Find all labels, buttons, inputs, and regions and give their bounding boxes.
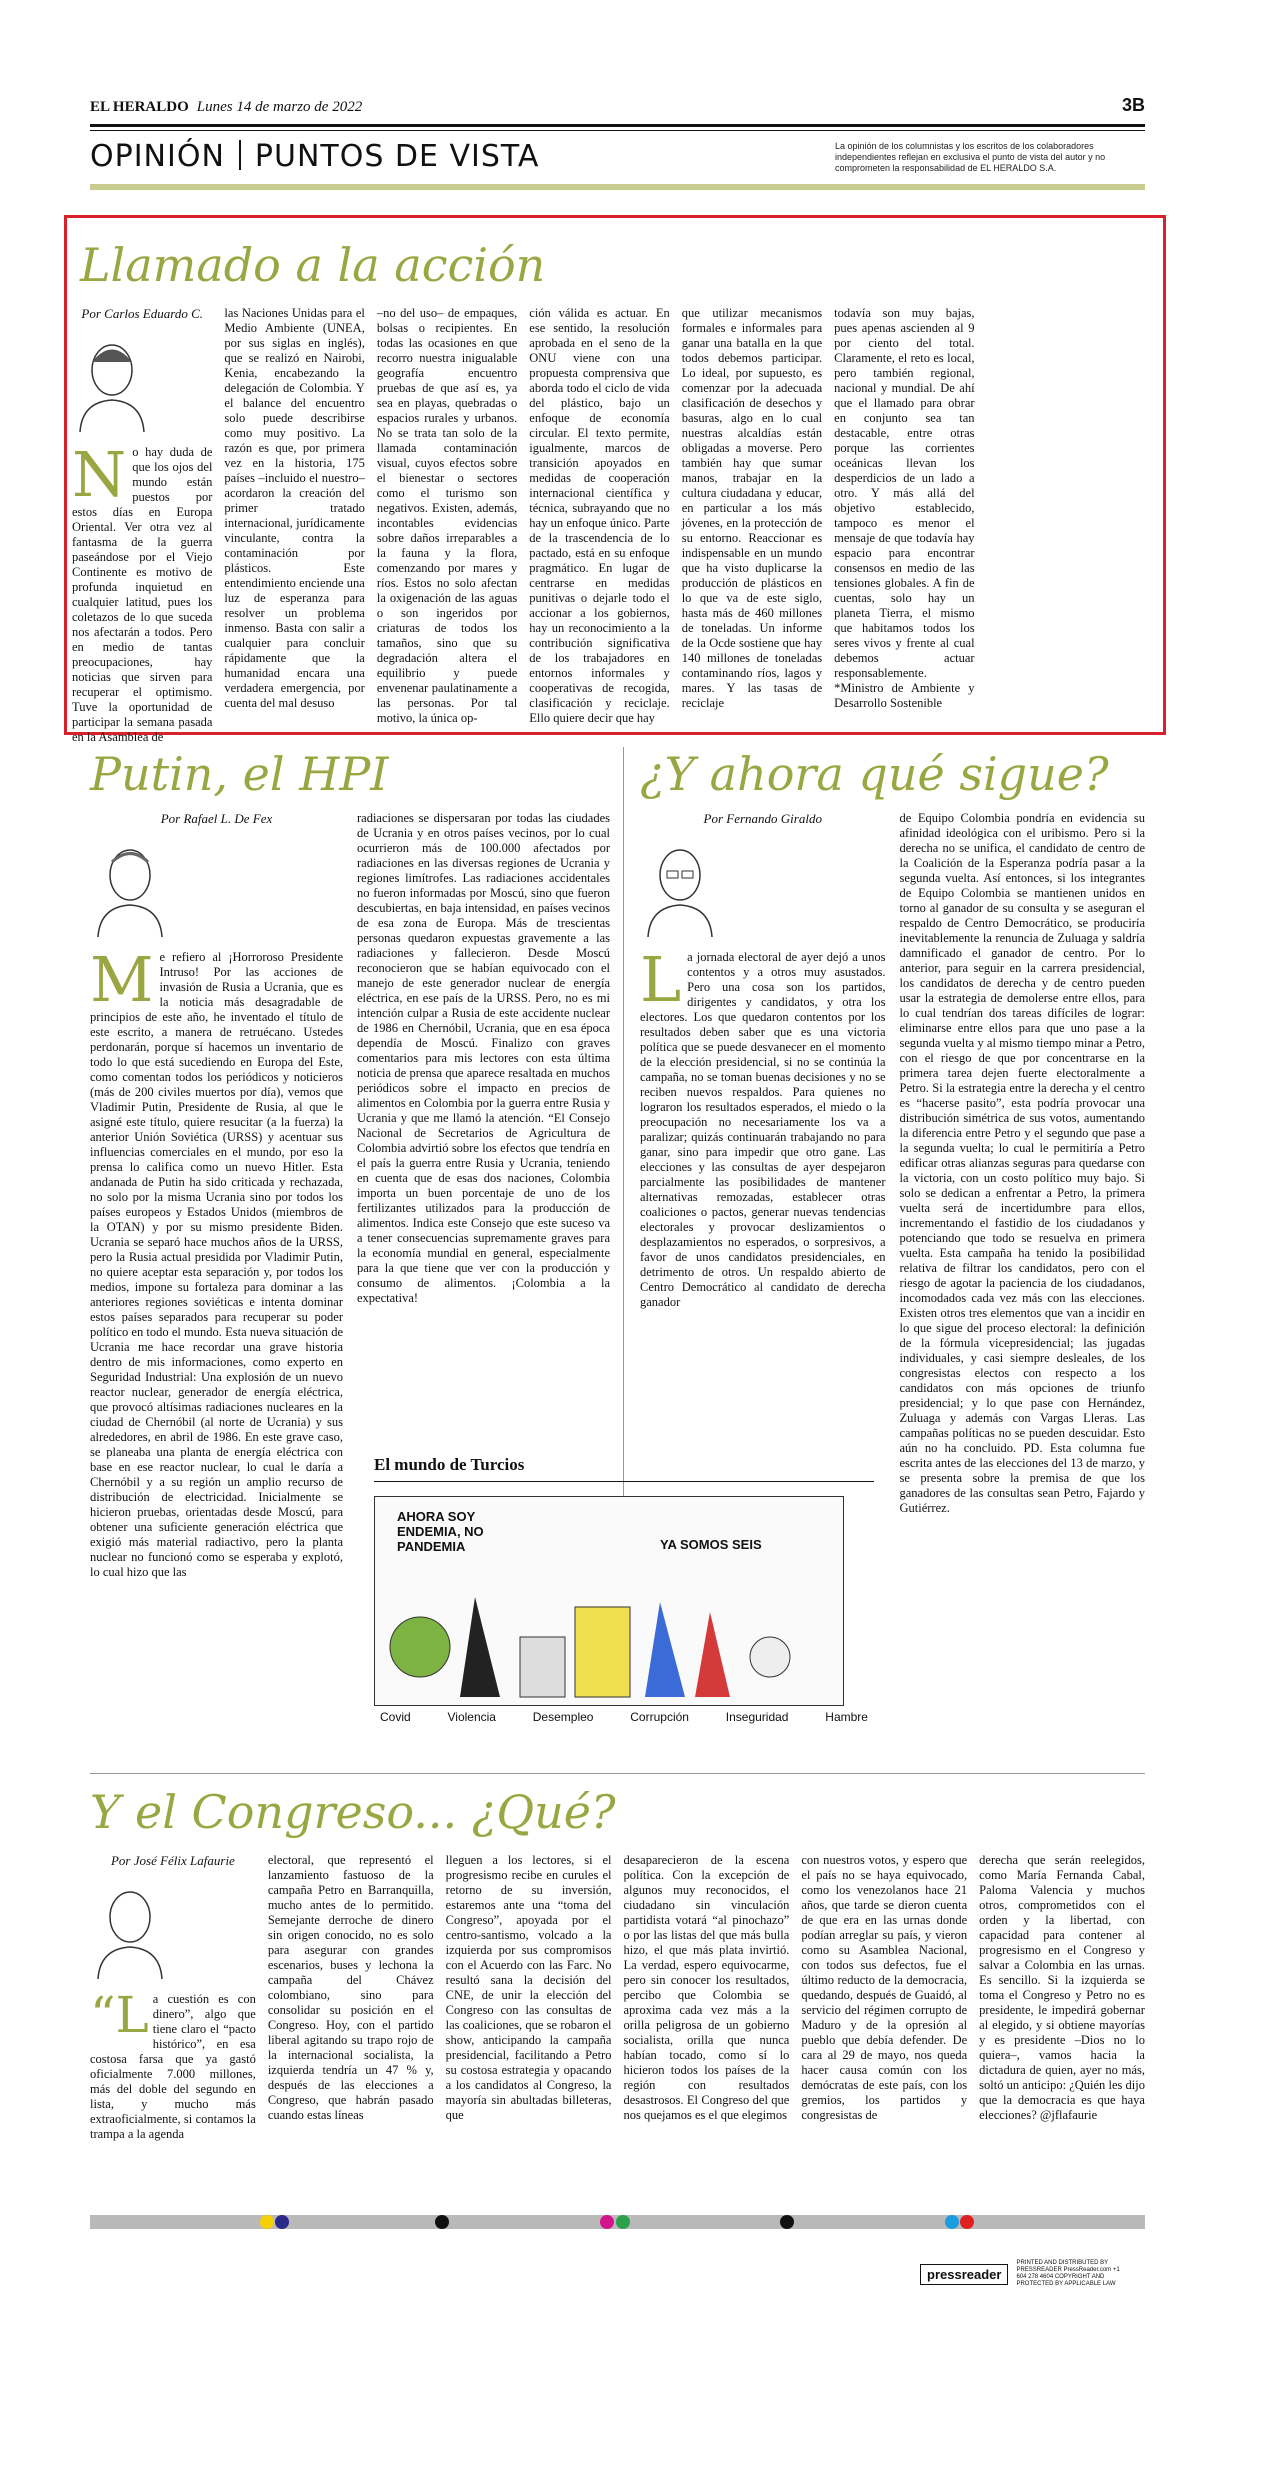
cartoon-drawing	[374, 1496, 844, 1706]
drop-cap: L	[640, 943, 682, 1016]
registration-dot	[260, 2215, 274, 2229]
article-congreso	[90, 1785, 1145, 2213]
article-column: todavía son muy bajas, pues apenas ascienden al 9 por ciento del total. Claramente, el reto es local, pero también regional, nacional y mundial. De ahí que el llamado para obrar en conjunto sea tan destacable, entre otras porque las corrientes oceánicas llevan los desperdicios de un lado a otro. Y más allá del objetivo establecido, tampoco es menor el mensaje de que todavía hay espacio para encontrar consensos en medio de las tensiones globales. A fin de cuentas, solo hay un planeta Tierra, el mismo que habitamos todos los seres vivos y frente al cual debemos actuar responsablemente. *Ministro de Ambiente y Desarrollo Sostenible	[834, 306, 975, 710]
author-portrait	[72, 332, 152, 432]
cartoon-label: Corrupción	[630, 1710, 689, 1724]
article-title: Llamado a la acción	[80, 238, 546, 292]
registration-dot	[275, 2215, 289, 2229]
cartoon-title: El mundo de Turcios	[374, 1455, 874, 1482]
cartoon-label: Inseguridad	[725, 1710, 789, 1724]
cartoon-label: Violencia	[447, 1710, 496, 1724]
author-portrait	[640, 837, 720, 937]
section-bar	[90, 130, 1145, 182]
section-divider	[239, 140, 241, 170]
registration-dot	[435, 2215, 449, 2229]
section-title	[90, 139, 539, 174]
section-accent-rule	[90, 184, 1145, 190]
cartoon	[374, 1455, 874, 1740]
highlight-box	[64, 215, 1166, 744]
section-left: OPINIÓN	[90, 139, 225, 174]
registration-dot	[945, 2215, 959, 2229]
article-text: a cuestión es con dinero”, algo que tiene claro el “pacto histórico”, en esa costosa farsa que ya gastó oficialmente 7.000 millones, más del doble del segundo en lista, y mucho más extraoficialmente, si contamos la trampa a la agenda	[90, 1992, 256, 2141]
article-title: Y el Congreso... ¿Qué?	[90, 1785, 616, 1839]
author-column	[72, 306, 213, 744]
article-column: radiaciones se dispersaran por todas las ciudades de Ucrania y en otros países vecinos, por lo cual ocurrieron más de 100.000 afectados por radiaciones en las diversas regiones de Ucrania y regiones limítrofes. Las radiaciones accidentales no fueron informadas por Moscú, sino que fueron descubiertas, en baja intensidad, en países vecinos de esa zona de Europa. Más de trescientas personas quedaron expuestas gravemente a las radiaciones y fallecieron. Desde Moscú reconocieron que se habían equivocado con el manejo de este generador nuclear de energía eléctrica, en ese país de la URSS. Pero, no es mi intención culpar a Rusia de este accidente nuclear de 1986 en Chernóbil, Ucrania, que en esa época dependía de Moscú. Finalizo con graves comentarios para mis lectores con esta última noticia de prensa que aparece resaltada en muchos periódicos sobre el impacto en precios de alimentos en Colombia por la guerra entre Rusia y Ucrania y que me llamó la atención. “El Consejo Nacional de Secretarios de Agricultura de Colombia advirtió sobre los efectos que tendría en el país la guerra entre Rusia y Ucrania, teniendo en cuenta que de esas dos naciones, Colombia importa un buen porcentaje de uno de los fertilizantes utilizados para la producción de alimentos. Indica este Consejo que este suceso va a tener consecuencias supremamente graves para la economía mundial en general, especialmente para la que tiene que ver con la producción y consumo de alimentos. ¡Colombia a la expectativa!	[357, 811, 610, 1305]
article-column: desaparecieron de la escena política. Con la excepción de algunos muy reconocidos, el ciudadano sin vinculación partidista votará “al pinochazo” o por las listas del que más bulla hizo, el que más plata invirtió. La verdad, espero equivocarme, pero sin conocer los resultados, percibo que Colombia se aproxima cada vez más a la orilla peligrosa de un gobierno socialista, orilla que nunca habían tocado, como sí lo hicieron todos los países de la región con resultados desastrosos. El Congreso del que nos quejamos es el que elegimos	[623, 1853, 790, 2122]
masthead	[90, 95, 1145, 127]
cartoon-label: Covid	[380, 1710, 411, 1724]
article-title: Putin, el HPI	[90, 747, 389, 801]
article-column: las Naciones Unidas para el Medio Ambiente (UNEA, por sus siglas en inglés), que se realizó en Nairobi, Kenia, encabezando la delegación de Colombia. Y el balance del encuentro solo puede describirse como muy positivo. La razón es que, por primera vez en la historia, 175 países –incluido el nuestro– acordaron la creación del primer tratado internacional, jurídicamente vinculante, contra la contaminación por plásticos. Este entendimiento enciende una luz de esperanza para resolver un problema inmenso. Basta con salir a cualquier para concluir rápidamente que la humanidad encara una verdadera emergencia, por cuenta del mal desuso	[224, 306, 365, 710]
article-title: ¿Y ahora qué sigue?	[640, 747, 1109, 801]
pressreader-fineprint: PRINTED AND DISTRIBUTED BY PRESSREADER PressReader.com +1 604 278 4604 COPYRIGHT AND PROTECTED BY APPLICABLE LAW	[1016, 2260, 1120, 2287]
article-column: con nuestros votos, y espero que el país no se haya equivocado, como los venezolanos hace 21 años, que tarde se dieron cuenta de que era en las urnas donde podían arreglar su país, y vieron como su Asamblea Nacional, con todos sus defectos, fue el último reducto de la democracia, quedando, después de Guaidó, al servicio del régimen corrupto de Maduro y de la opresión al pueblo que debía defender. De cara al 29 de mayo, nos queda hacer causa común con los demócratas de este país, con los gremios, los partidos y congresistas de	[801, 1853, 968, 2122]
article-text: e refiero al ¡Horroroso Presidente Intruso! Por las acciones de invasión de Rusia a Ucrania, que es la noticia más desagradable de principios de este año, he inventado el título de este escrito, a manera de retruécano. Ustedes perdonarán, porque sí hacemos un inventario de todo lo que está sucediendo en Europa del Este, como comentan todos los periódicos y noticieros (más de 200 civiles muertos por día), vemos que Vladimir Putin, Presidente de Rusia, al que le asigné este título, quiere resucitar (a la fuerza) la anterior Unión Soviética (URSS) y acentuar sus influencias comerciales en el mundo, por eso la prensa lo califica como un nuevo Hitler. Esta andanada de Putin ha sido criticada y rechazada, no solo por la misma Ucrania sino por todos los países europeos y Estados Unidos (miembros de la OTAN) y por su mismo presidente Biden. Ucrania se separó hace muchos años de la URSS, pero la Rusia actual presidida por Vladimir Putin, no quiere aceptar esta separación y, por todos los medios, impone su fortaleza para dominar a las anteriores regiones soviéticas e intenta dominar estos países separados para recuperar su poder político en todo el mundo. Esta nueva situación de Ucrania me hace recordar una grave historia dentro de mis informaciones, como experto en Seguridad Industrial: Una explosión de un nuevo reactor nuclear, generador de energía eléctrica, que provocó altísimas radiaciones nucleares en la ciudad de Chernóbil (al norte de Ucrania) y sus alrededores, en abril de 1986. En este grave caso, se planeaba una planta de energía eléctrica con base en ese reactor nuclear, lo cual le daría a Chernóbil y a su región un amplio recurso de distribución de electricidad. Inicialmente se hicieron pruebas, orientadas desde Moscú, para obtener una suficiente generación eléctrica que exigió más material radiactivo, pero la planta nuclear no funcionó como se esperaba y explotó, lo cual hizo que las	[90, 950, 343, 1579]
article-column: –no del uso– de empaques, bolsas o recipientes. En todas las ocasiones en que recorro nuestra inigualable geografía encuentro pruebas de que así es, ya sea en playas, quebradas o espacios rurales y urbanos. No se trata tan solo de la llamada contaminación visual, cuyos efectos sobre el bienestar o sectores como el turismo son negativos. Existen, además, incontables evidencias sobre daños irreparables a la fauna y la flora, comenzando por mares y ríos. Estos no solo afectan la oxigenación de las aguas o son ingeridos por criaturas de todos los tamaños, sino que su degradación altera el equilibrio y puede envenenar paulatinamente a las personas. Por tal motivo, la única op-	[376, 306, 518, 725]
page-number: 3B	[1121, 95, 1145, 115]
pressreader-footer	[920, 2260, 1126, 2288]
article-column: de Equipo Colombia pondría en evidencia su afinidad ideológica con el uribismo. Pero si la derecha no se unifica, el candidato de centro de la Coalición de la Esperanza podría pasar a la segunda vuelta. Así entonces, si los integrantes de Equipo Colombia se mantienen unidos en torno al ganador de su consulta y se aseguran el respaldo de Centro Democrático, se produciría inevitablemente la renuncia de Zuluaga y saldría damnificado el ganador de centro. Por lo anterior, para seguir en la carrera presidencial, los candidatos de derecha y de centro pueden usar la estrategia de demolerse entre ellos, para lo cual tendrían dos tareas difíciles de lograr: eliminarse entre ellos para que uno pase a la segunda vuelta y al mismo tiempo minar a Petro, con el riesgo de que por concentrarse en la primera tarea dejen fuerte electoralmente a Petro. Si la estrategia entre la derecha y el centro es “hacerse pasito”, esta podría provocar una distribución simétrica de sus votos, aumentando la diferencia entre Petro y el segundo que pase a la segunda vuelta; lo cual le permitiría a Petro edificar otras alianzas seguras para quedarse con la victoria, con un costo político muy bajo. Si solo se dedican a enfrentar a Petro, la primera vuelta será de incertidumbre para ellos, incrementando el fastidio de los ciudadanos y potenciando que todo se resuelva en primera vuelta. Esta campaña ha tenido la posibilidad relativa de filtrar los candidatos, pero con el riesgo de agotar la paciencia de los ciudadanos, incomodados cada vez más con las elecciones. Existen otros tres elementos que van a incidir en lo que sigue del proceso electoral: la definición de la fórmula vicepresidencial; las jugadas individuales, y casi siempre desleales, de los congresistas electos con respecto a los candidatos con más opciones de triunfo presidencial; y lo que pase con Hernández, Zuluaga y además con Vargas Lleras. Las campañas políticas no se pueden descuidar. Esto aún no ha concluido. PD. Esta columna fue escrita antes de las elecciones del 13 de marzo, y se presenta sobre la premisa de que los ganadores de las consultas sean Petro, Fajardo y Gutiérrez.	[899, 811, 1145, 1515]
cartoon-label: Hambre	[825, 1710, 868, 1724]
quote-mark: “L	[90, 1986, 149, 2044]
section-disclaimer: La opinión de los columnistas y los escritos de los colaboradores independientes reflejan en exclusiva el punto de vista del autor y no comprometen la responsabilidad de EL HERALDO S.A.	[835, 141, 1106, 173]
pressreader-logo: pressreader	[920, 2264, 1008, 2285]
section-right: PUNTOS DE VISTA	[254, 139, 540, 174]
author-portrait	[90, 837, 170, 937]
newspaper-page	[72, 95, 1145, 2287]
byline: Por Fernando Giraldo	[703, 811, 822, 826]
registration-dot	[780, 2215, 794, 2229]
article-column: lleguen a los lectores, si el progresismo recibe en curules el retorno de su inversión, estaremos ante una “toma del Congreso”, apoyada por el centro-santismo, volcado a la izquierda por sus compromisos con el Acuerdo con las Farc. No resultó sana la decisión del CNE, de unir la elección del Congreso con las consultas de las coaliciones, que se robaron el show, anticipando la campaña presidencial, facilitando a Petro su costosa estrategia y opacando a los candidatos al Congreso, la mayoría sin abultadas billeteras, que	[445, 1853, 612, 2122]
issue-date: Lunes 14 de marzo de 2022	[196, 99, 363, 115]
speech-bubble: YA SOMOS SEIS	[660, 1537, 762, 1552]
article-column: ción válida es actuar. En ese sentido, la resolución aprobada en el seno de la ONU viene con una propuesta comprensiva que aborda todo el ciclo de vida del plástico, bajo un enfoque de economía circular. El texto permite, igualmente, marcos de transición apoyados en medidas de cooperación internacional científica y técnica, subrayando que no hay un enfoque único. Parte de la trascendencia de lo pactado, está en su enfoque pragmático. En lugar de centrarse en medidas punitivas o dejarle todo el accionar a los gobiernos, hay un reconocimiento a la contribución significativa de los trabajadores en entornos informales y cooperativas de recogida, clasificación y reciclaje. Ello quiere decir que hay	[529, 306, 670, 725]
article-text: o hay duda de que los ojos del mundo están puestos por estos días en Europa Oriental. Ver otra vez al fantasma de la guerra paseándose por el Viejo Continente es motivo de profunda inquietud en cualquier latitud, pues los coletazos de lo que suceda nos afectarán a todos. Pero en medio de tantas preocupaciones, hay noticias que sirven para recuperar el optimismo. Tuve la oportunidad de participar la semana pasada en la Asamblea de	[72, 445, 213, 744]
byline: Por José Félix Lafaurie	[110, 1853, 235, 1868]
article-text: a jornada electoral de ayer dejó a unos contentos y a otros muy asustados. Pero una cosa son los partidos, dirigentes y candidatos, y otra los electores. Los que quedaron contentos por los resultados deben saber que es una victoria política que se puede desvanecer en el momento de la elección presidencial, si no se continúa la campaña, no se toman buenas decisiones y no se reciben nuevos respaldos. Para quienes no lograron los resultados esperados, el miedo o la preocupación no necesariamente los va a paralizar; quizás continuarán trabajando no para ganar, sino para impedir que otro gane. Las elecciones y las consultas de ayer despejaron parcialmente las posibilidades de mantener alternativas remozadas, establecer otras coaliciones o pactos, generar nuevas tendencias electorales y provocar deslizamientos o desplazamientos no esperados, o sorpresivos, a favor de unos candidatos presidenciales, en detrimento de otros. Un respaldo abierto de Centro Democrático al candidato de derecha ganador	[640, 950, 886, 1309]
paper-name: EL HERALDO	[90, 99, 189, 115]
registration-dot	[960, 2215, 974, 2229]
byline: Por Rafael L. De Fex	[160, 811, 273, 826]
article-column: electoral, que representó el lanzamiento fastuoso de la campaña Petro en Barranquilla, mucho antes de lo permitido. Semejante derroche de dinero sin origen conocido, no es solo para asegurar con grandes escenarios, buses y lechona la campaña del Chávez colombiano, sino para consolidar su posición en el Congreso. Hoy, con el partido liberal agitando su trapo rojo de la internacional socialista, la izquierda tendría un 47 % y, después de las elecciones a Congreso, que habrán pasado cuando estas líneas	[267, 1853, 434, 2122]
cartoon-figures	[375, 1557, 845, 1707]
author-portrait	[90, 1879, 170, 1979]
byline: Por Carlos Eduardo C.	[81, 306, 203, 321]
color-registration-bar	[90, 2215, 1145, 2229]
registration-dot	[616, 2215, 630, 2229]
section-divider	[90, 1773, 1145, 1774]
cartoon-label: Desempleo	[532, 1710, 594, 1724]
registration-dot	[600, 2215, 614, 2229]
speech-bubble: AHORA SOY ENDEMIA, NO PANDEMIA	[397, 1509, 484, 1554]
article-column: derecha que serán reelegidos, como María Fernanda Cabal, Paloma Valencia y muchos otros, comprometidos con el orden y la libertad, con capacidad para contener al progresismo en el Congreso y salvar a Colombia en las urnas. Es sencillo. Si la izquierda se toma el Congreso y Petro no es presidente, le impedirá gobernar al elegido, y si obtiene mayorías y es presidente –Dios no lo quiera–, vamos hacia la dictadura de quien, ayer no más, soltó un anticipo: ¿Quién les dijo que la democracia es que haya elecciones? @jflafaurie	[979, 1853, 1145, 2122]
article-column: que utilizar mecanismos formales e informales para ganar una batalla en la que todos debemos participar. Lo ideal, por supuesto, es comenzar por la adecuada clasificación de desechos y basuras, algo en lo cual nuestras alcaldías están obligadas a moverse. Pero también hay que sumar manos, trabajar en la cultura ciudadana y educar, en particular a los más jóvenes, en la protección de su entorno. Reaccionar es indispensable en un mundo que ha visto duplicarse la producción de plásticos en lo que va de este siglo, hasta más de 460 millones de toneladas. Un informe de la Ocde sostiene que hay 140 millones de toneladas contaminando ríos, lagos y mares. Y las tasas de reciclaje	[681, 306, 823, 710]
article-llamado	[72, 238, 1127, 744]
cartoon-labels	[374, 1706, 874, 1724]
drop-cap: M	[90, 943, 154, 1016]
drop-cap: N	[72, 438, 127, 511]
